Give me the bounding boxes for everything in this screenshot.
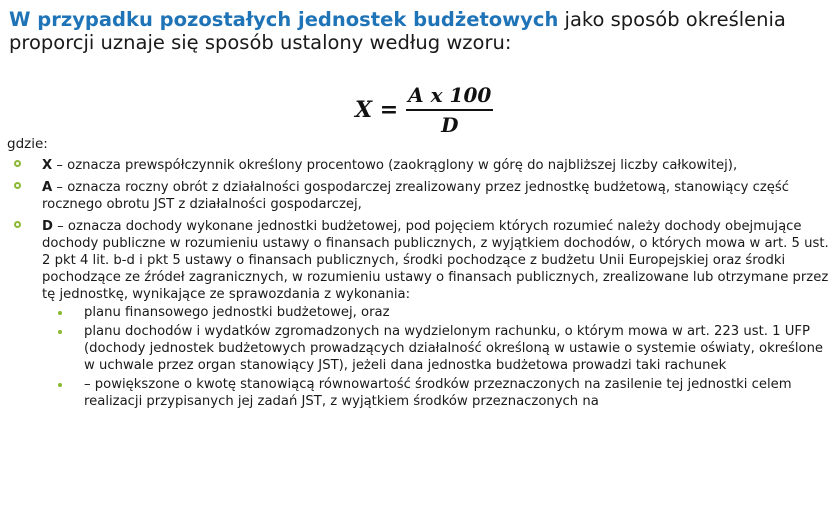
item-text: – oznacza prewspółczynnik określony procentowo (zaokrąglony w górę do najbliższej liczby całkowitej), xyxy=(52,158,738,173)
item-text: – oznacza roczny obrót z działalności gospodarczej zrealizowany przez jednostkę budżetową, stanowiący część rocznego obrotu JST z działalności gospodarczej, xyxy=(42,180,789,212)
formula-fraction xyxy=(406,83,493,137)
heading-rest: jako sposób określenia proporcji uznaje się sposób ustalony według wzoru: xyxy=(9,8,786,54)
heading-highlight: W przypadku pozostałych jednostek budżetowych xyxy=(9,8,559,31)
item-text: – oznacza dochody wykonane jednostki budżetowej, pod pojęciem których rozumieć należy dochody obejmujące dochody publiczne w rozumieniu ustawy o finansach publicznych, z wyjątkiem dochodów, o których mowa w art. 5 ust. 2 pkt 4 lit. b-d i pkt 5 ustawy o finansach publicznych, środki pochodzące z budżetu Unii Europejskiej oraz środki pochodzące ze źródeł zagranicznych, w rozumieniu ustawy o finansach publicznych, zrealizowane lub otrzymane przez tę jednostkę, wynikające ze sprawozdania z wykonania: xyxy=(42,219,829,302)
sub-item-text: planu dochodów i wydatków zgromadzonych na wydzielonym rachunku, o którym mowa w art. 223 ust. 1 UFP (dochody jednostek budżetowych prowadzących działalność określoną w ustawie o systemie oświaty, określone w uchwale przez organ stanowiący JST), jeżeli dana jednostka budżetowa prowadzi taki rachunek xyxy=(84,324,824,373)
circle-bullet-icon xyxy=(14,221,21,228)
dot-bullet-icon xyxy=(58,383,62,387)
sub-item-text: – powiększone o kwotę stanowiącą równowartość środków przeznaczonych na zasilenie tej jednostki celem realizacji przypisanych jej zadań JST, z wyjątkiem środków przeznaczonych na xyxy=(84,377,792,409)
item-key: X xyxy=(42,158,53,173)
circle-bullet-icon xyxy=(14,182,21,189)
circle-bullet-icon xyxy=(14,160,21,167)
item-key: A xyxy=(42,180,53,195)
item-key: D xyxy=(42,219,53,234)
formula-numerator: A x 100 xyxy=(408,83,492,107)
list-item xyxy=(14,157,832,174)
sub-item-text: planu finansowego jednostki budżetowej, oraz xyxy=(84,305,390,320)
formula-denominator: D xyxy=(441,113,459,137)
dot-bullet-icon xyxy=(58,311,62,315)
sub-list-item xyxy=(58,376,832,410)
sub-list-item xyxy=(58,304,832,321)
list-item xyxy=(14,179,832,213)
formula-lhs: X = xyxy=(355,97,399,123)
dot-bullet-icon xyxy=(58,330,62,334)
gdzie-label: gdzie: xyxy=(7,136,48,152)
formula xyxy=(355,83,493,137)
slide-heading xyxy=(9,8,829,54)
definitions-list xyxy=(14,157,832,417)
list-item xyxy=(14,218,832,412)
sub-list-item xyxy=(58,323,832,374)
